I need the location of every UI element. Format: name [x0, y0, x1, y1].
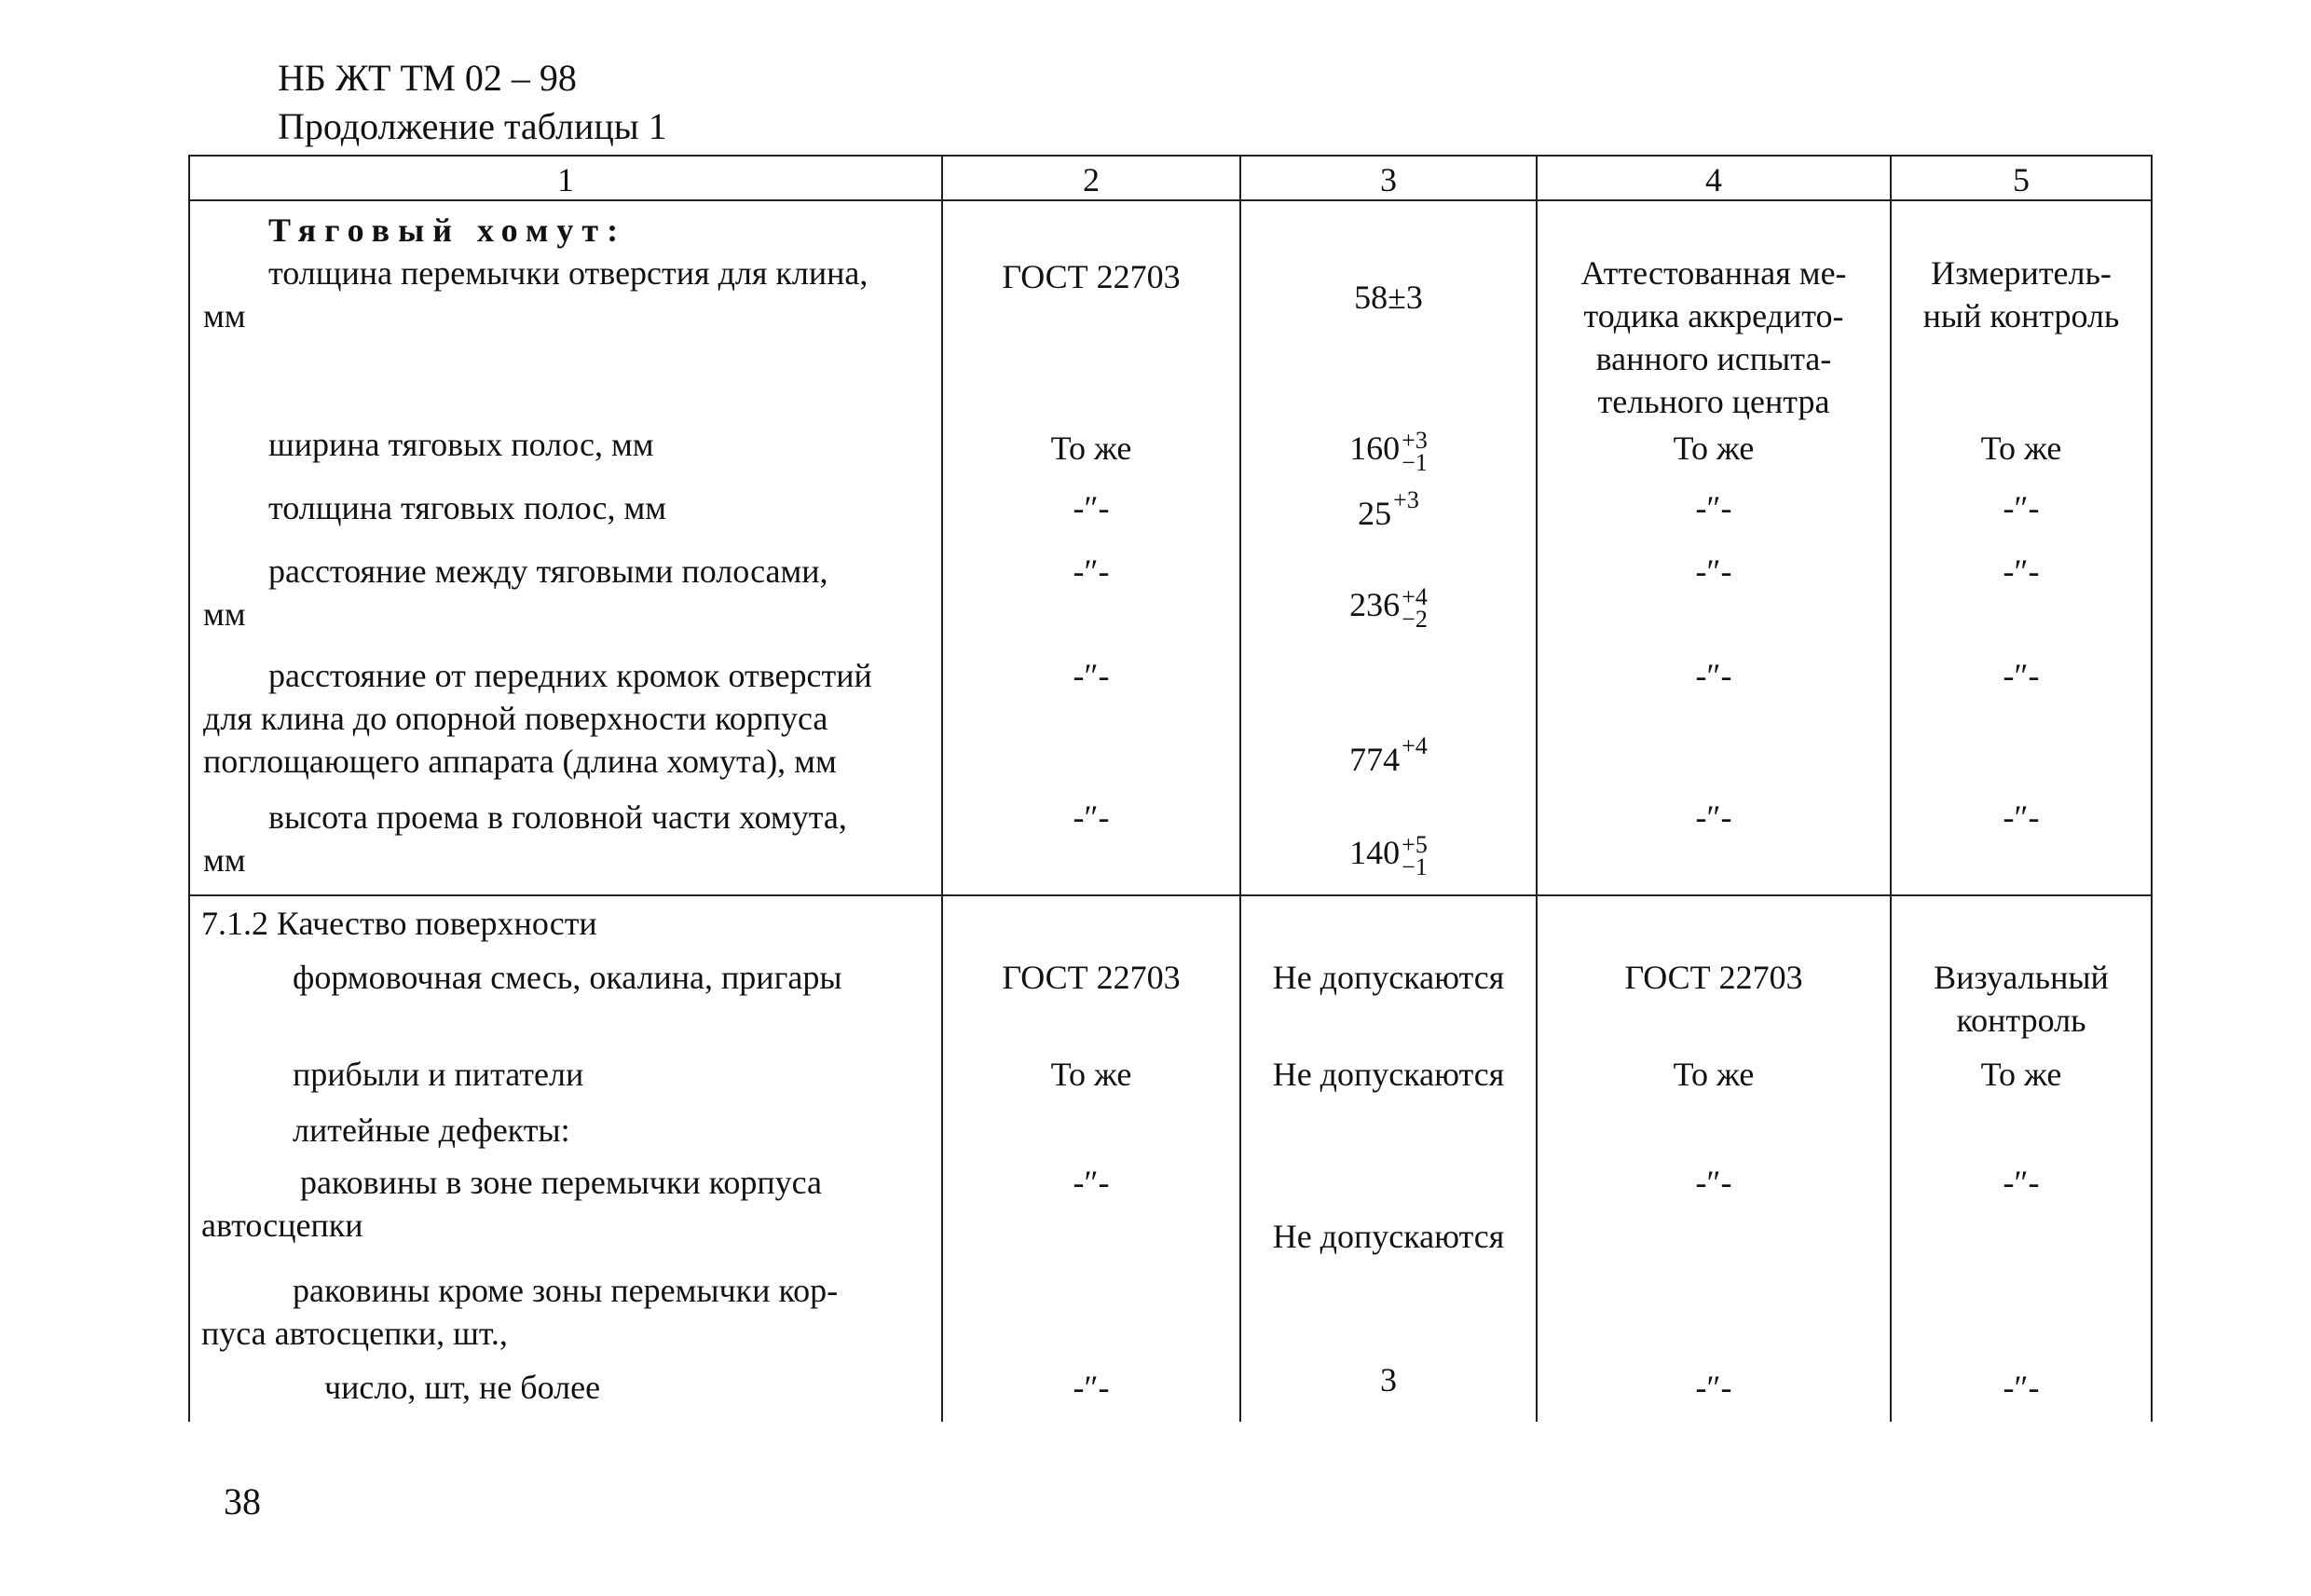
tolerance-upper: +4: [1402, 582, 1428, 610]
norm-document: То же: [1050, 430, 1132, 467]
required-value: [1241, 732, 1536, 784]
required-value: 58±3: [1354, 279, 1423, 316]
row-label: расстояние от передних кромок отверстий: [268, 657, 872, 694]
test-method: -″-: [1695, 552, 1732, 590]
required-value: [1241, 427, 1536, 474]
control-type-line: ный контроль: [1922, 297, 2120, 334]
required-value: Не допускаются: [1272, 959, 1505, 996]
test-method: -″-: [1695, 489, 1732, 526]
row-label-cont: поглощающего аппарата (длина хомута), мм: [203, 743, 837, 780]
value-base: 140: [1349, 834, 1401, 871]
norm-document: То же: [1050, 1056, 1132, 1093]
row-label-cont: для клина до опорной поверхности корпуса: [203, 700, 828, 737]
tolerance-lower: −1: [1402, 448, 1428, 476]
value-base: 25: [1358, 495, 1392, 532]
row-label: толщина перемычки отверстия для клина,: [268, 254, 868, 292]
column-border-left: [188, 155, 190, 1422]
table-top-border: [188, 155, 2153, 157]
required-value: [1241, 583, 1536, 631]
tolerance: [1402, 830, 1428, 880]
value-base: 236: [1349, 586, 1401, 623]
required-value: Не допускаются: [1272, 1218, 1505, 1255]
control-type: [1892, 956, 2151, 1042]
section-title-surface-quality: 7.1.2 Качество поверхности: [201, 905, 597, 942]
tolerance-upper: +3: [1402, 426, 1428, 454]
row-label: раковины в зоне перемычки корпуса: [300, 1164, 822, 1201]
column-number-5: 5: [2013, 161, 2030, 198]
row-label: прибыли и питатели: [293, 1056, 584, 1093]
control-type: -″-: [2003, 657, 2040, 694]
test-method: То же: [1673, 430, 1755, 467]
column-number-4: 4: [1705, 161, 1722, 198]
column-number-3: 3: [1380, 161, 1397, 198]
test-method-line: Аттестованная ме-: [1580, 254, 1847, 292]
control-type: То же: [1980, 1056, 2062, 1093]
document-code: НБ ЖТ ТМ 02 – 98: [278, 57, 577, 99]
row-label-cont: автосцепки: [201, 1207, 363, 1244]
control-type: -″-: [2003, 489, 2040, 526]
test-method: -″-: [1695, 798, 1732, 836]
tolerance-lower: −1: [1402, 853, 1428, 880]
norm-document: -″-: [1073, 489, 1110, 526]
control-type: -″-: [2003, 1164, 2040, 1201]
control-type: -″-: [2003, 1369, 2040, 1406]
row-label: расстояние между тяговыми полосами,: [268, 552, 828, 590]
row-label: число, шт, не более: [324, 1369, 601, 1406]
test-method: [1538, 252, 1890, 423]
test-method: ГОСТ 22703: [1624, 959, 1803, 996]
test-method-line: тельного центра: [1597, 383, 1830, 420]
norm-document: ГОСТ 22703: [1002, 959, 1181, 996]
value-base: 774: [1349, 741, 1401, 778]
column-border-1-2: [941, 155, 943, 1422]
row-label: литейные дефекты:: [293, 1112, 570, 1149]
row-label: высота проема в головной части хомута,: [268, 798, 847, 836]
row-label-cont: мм: [203, 595, 246, 633]
control-type: -″-: [2003, 552, 2040, 590]
control-type: -″-: [2003, 798, 2040, 836]
tolerance-upper: +4: [1402, 732, 1428, 759]
test-method: То же: [1673, 1056, 1755, 1093]
norm-document: -″-: [1073, 1164, 1110, 1201]
row-label: толщина тяговых полос, мм: [268, 489, 667, 526]
section-title-draft-yoke: Тяговый хомут:: [268, 211, 627, 249]
control-type: [1892, 252, 2151, 337]
norm-document: ГОСТ 22703: [1002, 258, 1181, 295]
required-value: [1241, 831, 1536, 879]
norm-document: -″-: [1073, 798, 1110, 836]
column-number-2: 2: [1083, 161, 1100, 198]
norm-document: -″-: [1073, 1369, 1110, 1406]
row-label: раковины кроме зоны перемычки кор-: [293, 1272, 839, 1309]
test-method-line: тодика аккредито-: [1583, 297, 1844, 334]
test-method: -″-: [1695, 1164, 1732, 1201]
required-value: Не допускаются: [1272, 1056, 1505, 1093]
test-method-line: ванного испыта-: [1595, 340, 1832, 377]
row-label: ширина тяговых полос, мм: [268, 426, 654, 463]
control-type-line: Измеритель-: [1931, 254, 2112, 292]
test-method: -″-: [1695, 1369, 1732, 1406]
value-base: 160: [1349, 430, 1401, 467]
tolerance-upper: +3: [1393, 486, 1419, 513]
row-label-cont: пуса автосцепки, шт.,: [201, 1315, 508, 1352]
norm-document: -″-: [1073, 552, 1110, 590]
row-label-cont: мм: [203, 297, 246, 334]
required-value: 3: [1380, 1361, 1397, 1398]
table-continuation-caption: Продолжение таблицы 1: [278, 105, 667, 147]
section-divider: [188, 894, 2153, 896]
row-label-cont: мм: [203, 841, 246, 879]
norm-document: -″-: [1073, 657, 1110, 694]
page-number: 38: [224, 1480, 261, 1522]
column-border-right: [2151, 155, 2153, 1422]
column-border-4-5: [1890, 155, 1892, 1422]
tolerance-lower: −2: [1402, 605, 1428, 633]
tolerance: [1402, 426, 1428, 476]
control-type-line: Визуальный: [1934, 959, 2109, 996]
tolerance-upper: +5: [1402, 830, 1428, 858]
row-label: формовочная смесь, окалина, пригары: [293, 959, 842, 996]
test-method: -″-: [1695, 657, 1732, 694]
tolerance: [1402, 582, 1428, 633]
control-type-line: контроль: [1956, 1002, 2086, 1039]
column-number-1: 1: [557, 161, 574, 198]
required-value: [1241, 486, 1536, 539]
control-type: То же: [1980, 430, 2062, 467]
